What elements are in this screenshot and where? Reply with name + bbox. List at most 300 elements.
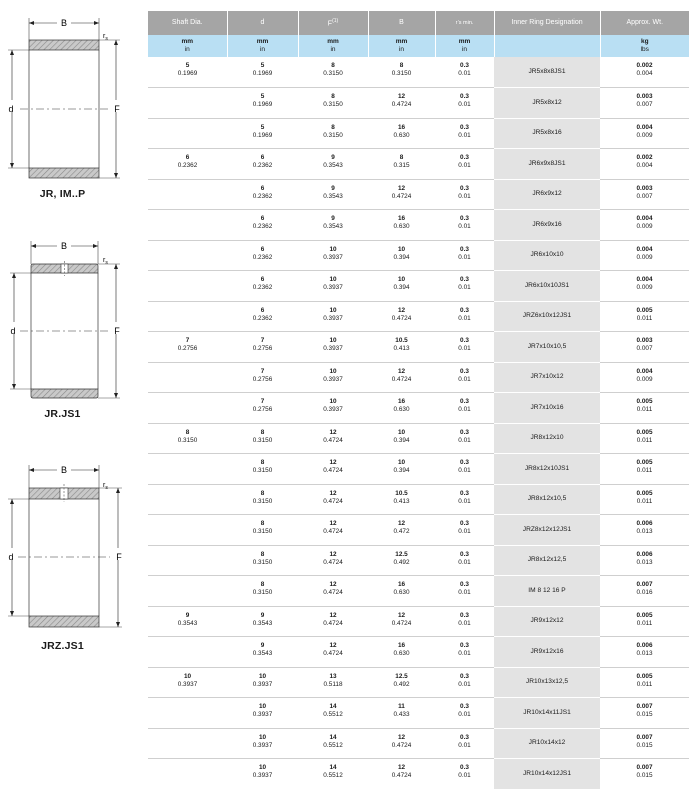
cell-f (298, 179, 368, 210)
rs-in-value: 0.01 (458, 192, 471, 200)
label-d: d (8, 104, 14, 114)
cell-f (298, 393, 368, 424)
weight-lbs-value: 0.013 (636, 528, 653, 535)
weight-kg-value: 0.007 (636, 703, 653, 710)
shaft-mm-value: 5 (185, 62, 190, 69)
rs-in-value: 0.01 (458, 772, 471, 779)
cell-rs (435, 271, 494, 302)
label-f: F (114, 104, 120, 114)
cell-f (298, 118, 368, 149)
cell-f (298, 637, 368, 668)
d-in-value: 0.3543 (252, 650, 273, 657)
rs-mm-value: 0.3 (460, 276, 469, 283)
f-in-value: 0.4724 (323, 467, 343, 474)
f-in-value: 0.3937 (323, 375, 343, 383)
cell-weight (600, 728, 689, 759)
cell-shaft (148, 179, 227, 210)
f-in-value: 0.4724 (323, 528, 343, 535)
cell-shaft (148, 240, 227, 271)
b-in-value: 0.630 (393, 406, 410, 413)
table-row (148, 301, 689, 332)
cell-rs (435, 240, 494, 271)
f-mm-value: 10 (329, 367, 337, 375)
cell-weight (600, 88, 689, 119)
d-mm-value: 8 (260, 428, 265, 436)
d-in-value: 0.3150 (252, 436, 273, 444)
shaft-in-value: 0.3937 (177, 680, 198, 688)
unit-designation (494, 35, 600, 57)
d-mm-value: 8 (260, 581, 265, 588)
b-mm-value: 12 (397, 367, 406, 375)
cell-rs (435, 728, 494, 759)
weight-lbs-value: 0.011 (636, 680, 653, 688)
cell-rs (435, 515, 494, 546)
d-mm-value: 6 (260, 154, 265, 161)
cell-designation: JR10x14x11JS1 (494, 698, 600, 729)
cell-f (298, 362, 368, 393)
cell-b (368, 454, 435, 485)
f-mm-value: 12 (329, 459, 337, 466)
cell-d (227, 301, 298, 332)
weight-lbs-value: 0.016 (636, 589, 653, 596)
cell-weight (600, 118, 689, 149)
cell-designation: JR8x12x12,5 (494, 545, 600, 576)
cell-designation: JR9x12x16 (494, 637, 600, 668)
d-in-value: 0.3150 (252, 589, 273, 596)
label-b: B (60, 241, 68, 251)
weight-lbs-value: 0.011 (636, 436, 653, 444)
header-d: d (227, 11, 298, 35)
f-mm-value: 10 (329, 276, 337, 283)
rs-mm-value: 0.3 (460, 123, 469, 131)
inner-ring-spec-table (148, 11, 689, 789)
cell-f (298, 332, 368, 363)
cell-d (227, 637, 298, 668)
b-in-value: 0.433 (393, 711, 410, 718)
rs-mm-value: 0.3 (460, 581, 469, 588)
cell-shaft (148, 576, 227, 607)
d-in-value: 0.2362 (252, 192, 273, 200)
cell-designation: JR8x12x10,5 (494, 484, 600, 515)
b-in-value: 0.4724 (391, 741, 412, 749)
rs-mm-value: 0.3 (460, 215, 469, 222)
cell-rs (435, 149, 494, 180)
cell-rs (435, 423, 494, 454)
unit-b: mm in (368, 35, 435, 57)
weight-kg-value: 0.005 (636, 428, 653, 436)
b-in-value: 0.4724 (391, 314, 412, 322)
rs-in-value: 0.01 (458, 406, 471, 413)
cell-designation: JR5x8x8JS1 (494, 57, 600, 88)
cell-weight (600, 545, 689, 576)
cell-designation: JRZ8x12x12JS1 (494, 515, 600, 546)
b-in-value: 0.630 (393, 223, 410, 230)
cell-rs (435, 759, 494, 790)
cell-d (227, 118, 298, 149)
cell-b (368, 393, 435, 424)
b-mm-value: 10 (397, 428, 406, 436)
d-in-value: 0.3937 (252, 741, 273, 749)
table-row (148, 362, 689, 393)
f-in-value: 0.4724 (323, 558, 343, 566)
weight-kg-value: 0.005 (636, 611, 653, 619)
weight-lbs-value: 0.011 (636, 497, 653, 505)
table-row (148, 515, 689, 546)
b-in-value: 0.630 (393, 650, 410, 657)
cell-shaft (148, 57, 227, 88)
weight-kg-value: 0.005 (636, 306, 653, 314)
b-in-value: 0.492 (393, 680, 410, 688)
diagram-jr-im-p (0, 14, 140, 184)
f-mm-value: 9 (331, 154, 335, 161)
unit-rs: mm in (435, 35, 494, 57)
cell-shaft (148, 454, 227, 485)
cell-designation: JR6x10x10 (494, 240, 600, 271)
d-in-value: 0.2362 (252, 284, 273, 291)
d-mm-value: 8 (260, 459, 265, 466)
cell-shaft (148, 423, 227, 454)
d-mm-value: 6 (260, 245, 265, 253)
rs-in-value: 0.01 (458, 528, 471, 535)
cell-b (368, 484, 435, 515)
unit-wt: kg lbs (600, 35, 689, 57)
b-mm-value: 16 (397, 215, 406, 222)
b-mm-value: 10.5 (395, 489, 408, 497)
diagram-caption-jrz-js1: JRZ.JS1 (41, 640, 84, 652)
b-mm-value: 16 (397, 642, 406, 649)
cell-f (298, 210, 368, 241)
weight-kg-value: 0.004 (636, 123, 653, 131)
f-mm-value: 12 (329, 489, 337, 497)
f-in-value: 0.3150 (323, 131, 343, 139)
cell-designation: JRZ6x10x12JS1 (494, 301, 600, 332)
bearing-ring-drawing (0, 460, 140, 632)
shaft-in-value: 0.2362 (177, 162, 198, 169)
d-mm-value: 7 (260, 337, 265, 344)
weight-kg-value: 0.003 (636, 337, 653, 344)
cell-weight (600, 179, 689, 210)
weight-kg-value: 0.004 (636, 215, 653, 222)
cell-b (368, 759, 435, 790)
b-mm-value: 12 (397, 764, 406, 771)
cell-d (227, 454, 298, 485)
cell-b (368, 362, 435, 393)
cell-d (227, 576, 298, 607)
cell-weight (600, 667, 689, 698)
rs-mm-value: 0.3 (460, 93, 469, 100)
cell-f (298, 484, 368, 515)
cell-weight (600, 484, 689, 515)
f-mm-value: 12 (329, 611, 337, 619)
d-in-value: 0.2362 (252, 253, 273, 261)
weight-lbs-value: 0.007 (636, 192, 653, 200)
table-row (148, 88, 689, 119)
f-mm-value: 14 (329, 703, 337, 710)
cell-b (368, 57, 435, 88)
cell-f (298, 759, 368, 790)
f-mm-value: 13 (329, 672, 337, 680)
weight-lbs-value: 0.011 (636, 406, 653, 413)
d-mm-value: 8 (260, 550, 265, 558)
cell-designation: JR9x12x12 (494, 606, 600, 637)
rs-in-value: 0.01 (458, 375, 471, 383)
b-in-value: 0.394 (393, 467, 410, 474)
cell-weight (600, 332, 689, 363)
cell-weight (600, 606, 689, 637)
header-approx-wt: Approx. Wt. (600, 11, 689, 35)
d-in-value: 0.2362 (252, 314, 273, 322)
b-mm-value: 16 (397, 123, 406, 131)
cell-d (227, 515, 298, 546)
cell-b (368, 88, 435, 119)
f-in-value: 0.5118 (323, 680, 343, 688)
cell-designation: JR7x10x10,5 (494, 332, 600, 363)
cell-d (227, 240, 298, 271)
cell-designation: JR6x9x16 (494, 210, 600, 241)
cell-d (227, 179, 298, 210)
cell-d (227, 393, 298, 424)
weight-lbs-value: 0.009 (636, 375, 653, 383)
weight-lbs-value: 0.015 (636, 711, 653, 718)
b-mm-value: 11 (398, 703, 405, 710)
shaft-mm-value: 7 (185, 337, 190, 344)
f-in-value: 0.3150 (323, 101, 343, 108)
cell-f (298, 88, 368, 119)
d-in-value: 0.2756 (252, 345, 273, 352)
rs-mm-value: 0.3 (460, 672, 469, 680)
label-b: B (60, 465, 68, 475)
b-mm-value: 8 (399, 62, 404, 69)
cell-shaft (148, 606, 227, 637)
f-mm-value: 12 (329, 581, 337, 588)
cell-weight (600, 759, 689, 790)
rs-mm-value: 0.3 (460, 154, 469, 161)
f-mm-value: 8 (331, 93, 335, 100)
d-mm-value: 5 (260, 62, 265, 69)
rs-in-value: 0.01 (458, 619, 471, 627)
cell-designation: JR10x13x12,5 (494, 667, 600, 698)
header-designation: Inner Ring Designation (494, 11, 600, 35)
table-row (148, 118, 689, 149)
label-d: d (10, 326, 16, 336)
b-in-value: 0.315 (393, 162, 410, 169)
b-in-value: 0.4724 (391, 772, 412, 779)
cell-shaft (148, 759, 227, 790)
f-in-value: 0.5512 (323, 772, 343, 779)
cell-d (227, 149, 298, 180)
rs-mm-value: 0.3 (460, 550, 469, 558)
cell-d (227, 667, 298, 698)
cell-shaft (148, 728, 227, 759)
cell-d (227, 759, 298, 790)
d-in-value: 0.3150 (252, 467, 273, 474)
rs-in-value: 0.01 (458, 436, 471, 444)
b-in-value: 0.472 (393, 528, 410, 535)
table-row (148, 423, 689, 454)
weight-kg-value: 0.004 (636, 367, 653, 375)
rs-in-value: 0.01 (458, 650, 471, 657)
cell-shaft (148, 393, 227, 424)
rs-in-value: 0.01 (458, 284, 471, 291)
rs-in-value: 0.01 (458, 253, 471, 261)
table-row (148, 332, 689, 363)
d-in-value: 0.3150 (252, 528, 273, 535)
table-row (148, 57, 689, 88)
f-in-value: 0.3937 (323, 284, 343, 291)
cell-designation: JR5x8x12 (494, 88, 600, 119)
cell-shaft (148, 698, 227, 729)
shaft-mm-value: 8 (185, 428, 190, 436)
rs-mm-value: 0.3 (460, 428, 469, 436)
weight-kg-value: 0.006 (636, 520, 653, 527)
b-in-value: 0.630 (393, 131, 410, 139)
rs-in-value: 0.01 (458, 162, 471, 169)
shaft-in-value: 0.3150 (177, 436, 198, 444)
units-row (148, 35, 689, 57)
rs-mm-value: 0.3 (460, 62, 469, 69)
cell-f (298, 271, 368, 302)
cell-shaft (148, 118, 227, 149)
label-b: B (60, 18, 68, 28)
rs-in-value: 0.01 (458, 589, 471, 596)
table-row (148, 637, 689, 668)
rs-in-value: 0.01 (458, 711, 471, 718)
f-in-value: 0.5512 (323, 711, 343, 718)
cell-rs (435, 576, 494, 607)
rs-mm-value: 0.3 (460, 611, 469, 619)
shaft-in-value: 0.1969 (177, 70, 198, 77)
f-in-value: 0.4724 (323, 619, 343, 627)
cell-d (227, 271, 298, 302)
b-mm-value: 12 (397, 611, 406, 619)
label-d: d (8, 552, 14, 562)
label-f: F (116, 552, 122, 562)
label-r: $r_s$ (103, 257, 108, 266)
cell-f (298, 545, 368, 576)
cell-d (227, 88, 298, 119)
cell-f (298, 301, 368, 332)
weight-kg-value: 0.006 (636, 550, 653, 558)
cell-designation: JR5x8x16 (494, 118, 600, 149)
weight-lbs-value: 0.007 (636, 101, 653, 108)
rs-in-value: 0.01 (458, 131, 471, 139)
cell-b (368, 149, 435, 180)
cell-designation: JR10x14x12 (494, 728, 600, 759)
rs-mm-value: 0.3 (460, 398, 469, 405)
rs-mm-value: 0.3 (460, 703, 469, 710)
f-in-value: 0.3937 (323, 314, 343, 322)
cell-designation: JR7x10x16 (494, 393, 600, 424)
header-rs-min: r’s min. (435, 11, 494, 35)
weight-lbs-value: 0.015 (636, 741, 653, 749)
d-in-value: 0.1969 (252, 131, 273, 139)
table-row (148, 271, 689, 302)
table-row (148, 240, 689, 271)
cell-b (368, 118, 435, 149)
cell-shaft (148, 210, 227, 241)
f-mm-value: 9 (331, 184, 335, 192)
d-mm-value: 7 (260, 367, 265, 375)
table-row (148, 149, 689, 180)
cell-f (298, 515, 368, 546)
weight-kg-value: 0.007 (636, 764, 653, 771)
shaft-mm-value: 10 (183, 672, 192, 680)
diagram-caption-jr-im-p: JR, IM..P (39, 188, 86, 200)
rs-mm-value: 0.3 (460, 184, 469, 192)
diagram-jr-js1 (0, 236, 140, 406)
diagram-caption-jr-js1: JR.JS1 (44, 408, 81, 420)
cell-f (298, 57, 368, 88)
cell-d (227, 57, 298, 88)
rs-in-value: 0.01 (458, 467, 471, 474)
cell-f (298, 149, 368, 180)
f-mm-value: 8 (331, 123, 335, 131)
b-mm-value: 10.5 (395, 337, 408, 344)
cell-b (368, 423, 435, 454)
cell-shaft (148, 545, 227, 576)
cell-d (227, 728, 298, 759)
f-mm-value: 10 (329, 245, 337, 253)
cell-rs (435, 210, 494, 241)
weight-lbs-value: 0.011 (636, 314, 653, 322)
cell-d (227, 423, 298, 454)
cell-f (298, 423, 368, 454)
f-in-value: 0.4724 (323, 436, 343, 444)
b-mm-value: 10 (397, 276, 406, 283)
cell-weight (600, 637, 689, 668)
b-mm-value: 16 (397, 581, 406, 588)
rs-in-value: 0.01 (458, 223, 471, 230)
cell-b (368, 545, 435, 576)
f-mm-value: 10 (329, 398, 337, 405)
d-in-value: 0.1969 (252, 101, 273, 108)
d-in-value: 0.2362 (252, 162, 273, 169)
f-mm-value: 12 (329, 520, 337, 527)
d-mm-value: 8 (260, 520, 265, 527)
cell-b (368, 698, 435, 729)
cell-shaft (148, 484, 227, 515)
f-mm-value: 10 (329, 337, 337, 344)
d-mm-value: 5 (260, 93, 265, 100)
cell-rs (435, 332, 494, 363)
header-row (148, 11, 689, 35)
table-row (148, 393, 689, 424)
rs-mm-value: 0.3 (460, 520, 469, 527)
rs-mm-value: 0.3 (460, 367, 469, 375)
f-mm-value: 14 (329, 733, 337, 741)
weight-kg-value: 0.005 (636, 459, 653, 466)
cell-rs (435, 301, 494, 332)
f-mm-value: 14 (329, 764, 337, 771)
weight-lbs-value: 0.004 (636, 70, 653, 77)
d-mm-value: 6 (260, 215, 265, 222)
cell-f (298, 728, 368, 759)
weight-kg-value: 0.007 (636, 581, 653, 588)
cell-designation: JR6x9x8JS1 (494, 149, 600, 180)
cell-f (298, 606, 368, 637)
rs-in-value: 0.01 (458, 314, 471, 322)
rs-mm-value: 0.3 (460, 489, 469, 497)
weight-kg-value: 0.005 (636, 489, 653, 497)
d-mm-value: 5 (260, 123, 265, 131)
table-row (148, 576, 689, 607)
weight-lbs-value: 0.009 (636, 284, 653, 291)
d-mm-value: 7 (260, 398, 265, 405)
weight-lbs-value: 0.009 (636, 253, 653, 261)
rs-in-value: 0.01 (458, 741, 471, 749)
f-in-value: 0.3937 (323, 253, 343, 261)
cell-weight (600, 210, 689, 241)
